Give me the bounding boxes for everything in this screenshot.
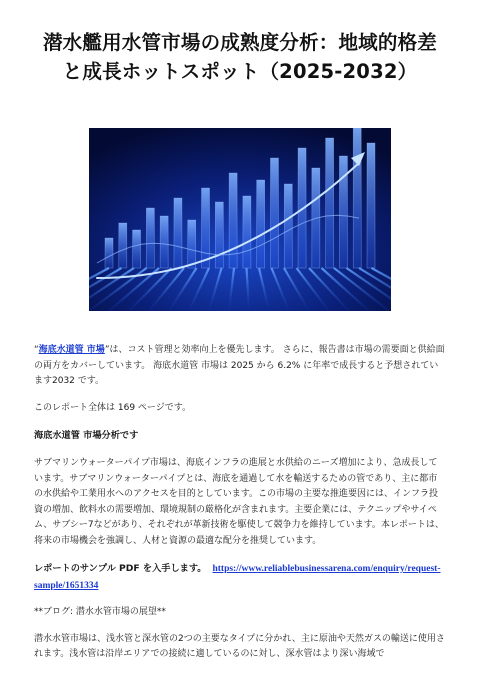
- intro-paragraph: “海底水道管 市場”は、コスト管理と効率向上を優先します。 さらに、報告書は市場の需要面と供給面の両方をカバーしています。 海底水道管 市場は 2025 から 6.2% に年率で成長すると予想されています2032 です。: [34, 345, 445, 386]
- overview-paragraph: 潜水水管市場は、浅水管と深水管の2つの主要なタイプに分かれ、主に原油や天然ガスの輸送に使用されます。浅水管は沿岸エリアでの接続に適しているのに対し、深水管はより深い海域で: [34, 633, 445, 659]
- page-count-text: このレポート全体は 169 ページです。: [34, 402, 192, 413]
- sample-label: レポートのサンプル PDF を入手します。: [34, 563, 207, 574]
- blog-line: **ブログ: 潜水水管市場の展望**: [34, 607, 166, 617]
- sample-link[interactable]: https://www.reliablebusinessarena.com/enquiry/request-sample/1651334: [34, 564, 441, 591]
- growth-chart-image: [89, 128, 391, 311]
- page-title: 潜水艦用水管市場の成熟度分析：地域的格差と成長ホットスポット（2025-2032）: [42, 31, 437, 83]
- analysis-heading: 海底水道管 市場分析です: [34, 430, 139, 441]
- market-link[interactable]: 海底水道管 市場: [38, 345, 105, 355]
- sample-request: [34, 561, 446, 594]
- analysis-paragraph: サブマリンウォーターパイプ市場は、海底インフラの進展と水供給のニーズ増加により、急成長しています。サブマリンウォーターパイプとは、海底を通過して水を輸送するための管であり、主に都市の水供給や工業用水へのアクセスを目的としています。この市場の主要な推進要因には、インフラ投資の増加、飲料水の需要増加、環境規制の厳格化が含まれます。主要企業には、テクニップやサイペム、サブシー7などがあり、それぞれが革新技術を駆使して競争力を維持しています。本レポートは、将来の市場機会を強調し、人材と資源の最適な配分を推奨しています。: [34, 458, 444, 546]
